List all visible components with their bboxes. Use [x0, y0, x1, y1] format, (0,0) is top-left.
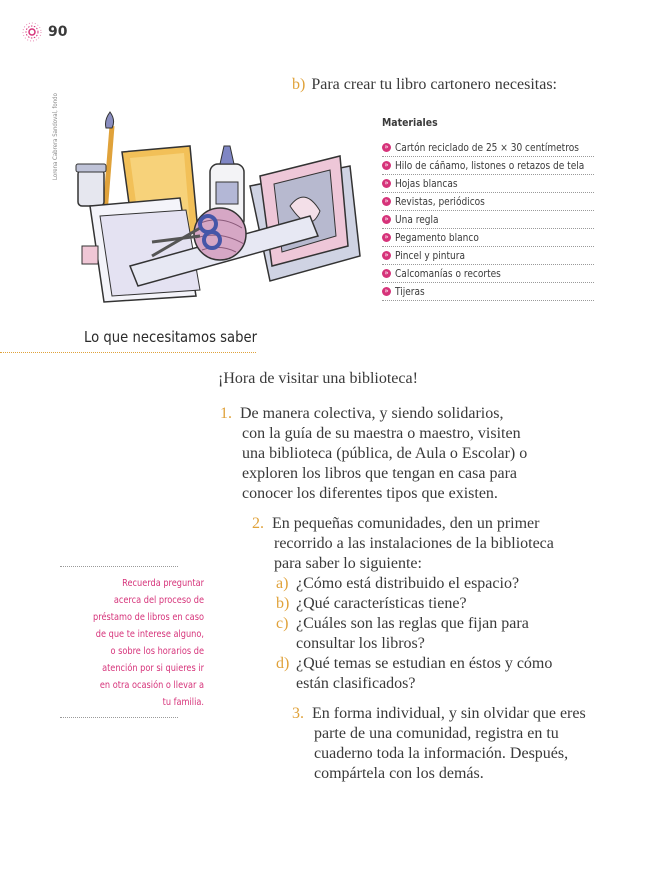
list-item: » Hilo de cáñamo, listones o retazos de tela [382, 157, 594, 175]
chevron-right-icon: » [382, 161, 391, 170]
note-line: o sobre los horarios de [110, 646, 204, 657]
item-line: De manera colectiva, y siendo solidarios, [240, 405, 504, 422]
list-item: » Hojas blancas [382, 175, 594, 193]
chevron-right-icon: » [382, 251, 391, 260]
item-line: recorrido a las instalaciones de la biblioteca [274, 535, 554, 552]
item-line: En forma individual, y sin olvidar que eres [312, 705, 586, 722]
item-line: cuaderno toda la información. Después, [314, 745, 569, 762]
activity-item-1 [220, 404, 560, 504]
materials-title: Materiales [382, 116, 438, 129]
chevron-right-icon: » [382, 287, 391, 296]
question-b [276, 594, 467, 614]
question-line: ¿Qué características tiene? [296, 595, 467, 612]
chevron-right-icon: » [382, 143, 391, 152]
list-item: » Calcomanías o recortes [382, 265, 594, 283]
side-note [60, 566, 204, 718]
craft-materials-illustration [60, 106, 370, 306]
list-item: » Pincel y pintura [382, 247, 594, 265]
question-letter: a) [276, 575, 289, 592]
section-b-heading [292, 76, 557, 94]
materials-list [382, 139, 594, 301]
subsection-title: Lo que necesitamos saber [84, 328, 258, 346]
question-line: consultar los libros? [296, 635, 425, 652]
item-number: 1. [220, 405, 232, 422]
note-line: acerca del proceso de [113, 595, 204, 606]
note-line: tu familia. [162, 697, 204, 708]
page-number [22, 22, 67, 42]
item-line: una biblioteca (pública, de Aula o Escolar) o [242, 445, 528, 462]
section-b-letter: b) [292, 76, 306, 93]
item-line: compártela con los demás. [314, 765, 484, 782]
question-d [276, 654, 552, 694]
question-line: ¿Qué temas se estudian en éstos y cómo [296, 655, 553, 672]
item-line: parte de una comunidad, registra en tu [314, 725, 559, 742]
intro-text: ¡Hora de visitar una biblioteca! [218, 370, 418, 387]
chevron-right-icon: » [382, 233, 391, 242]
activity-item-2 [252, 514, 582, 574]
question-letter: c) [276, 615, 289, 632]
dotted-divider [0, 352, 256, 353]
activity-item-3 [292, 704, 622, 784]
note-line: atención por si quieres ir [102, 663, 204, 674]
note-line: en otra ocasión o llevar a [99, 680, 204, 691]
question-line: ¿Cuáles son las reglas que fijan para [296, 615, 529, 632]
sun-ornament-icon [22, 22, 42, 42]
section-b-text: Para crear tu libro cartonero necesitas: [311, 76, 557, 93]
chevron-right-icon: » [382, 197, 391, 206]
question-c [276, 614, 529, 654]
question-letter: d) [276, 655, 290, 672]
item-number: 3. [292, 705, 304, 722]
illustration-credit: Lorena Cabrera Sandoval, fondo [52, 93, 59, 180]
note-line: Recuerda preguntar [122, 578, 204, 589]
item-number: 2. [252, 515, 264, 532]
item-line: con la guía de su maestra o maestro, visiten [242, 425, 521, 442]
list-item: » Tijeras [382, 283, 594, 301]
sticker-drawing [82, 246, 98, 264]
materials-box [382, 116, 594, 301]
list-item: » Cartón reciclado de 25 × 30 centímetros [382, 139, 594, 157]
item-line: conocer los diferentes tipos que existen. [242, 485, 498, 502]
item-line: exploren los libros que tengan en casa para [242, 465, 518, 482]
list-item: » Revistas, periódicos [382, 193, 594, 211]
question-line: están clasificados? [296, 675, 416, 692]
chevron-right-icon: » [382, 215, 391, 224]
chevron-right-icon: » [382, 269, 391, 278]
item-line: En pequeñas comunidades, den un primer [272, 515, 540, 532]
item-line: para saber lo siguiente: [274, 555, 422, 572]
paint-jar-drawing [78, 170, 104, 206]
list-item: » Una regla [382, 211, 594, 229]
question-a [276, 574, 519, 594]
question-letter: b) [276, 595, 290, 612]
question-line: ¿Cómo está distribuido el espacio? [296, 575, 520, 592]
list-item: » Pegamento blanco [382, 229, 594, 247]
page-number-text: 90 [48, 24, 68, 40]
note-line: préstamo de libros en caso [93, 612, 204, 623]
chevron-right-icon: » [382, 179, 391, 188]
note-line: de que te interese alguno, [95, 629, 204, 640]
